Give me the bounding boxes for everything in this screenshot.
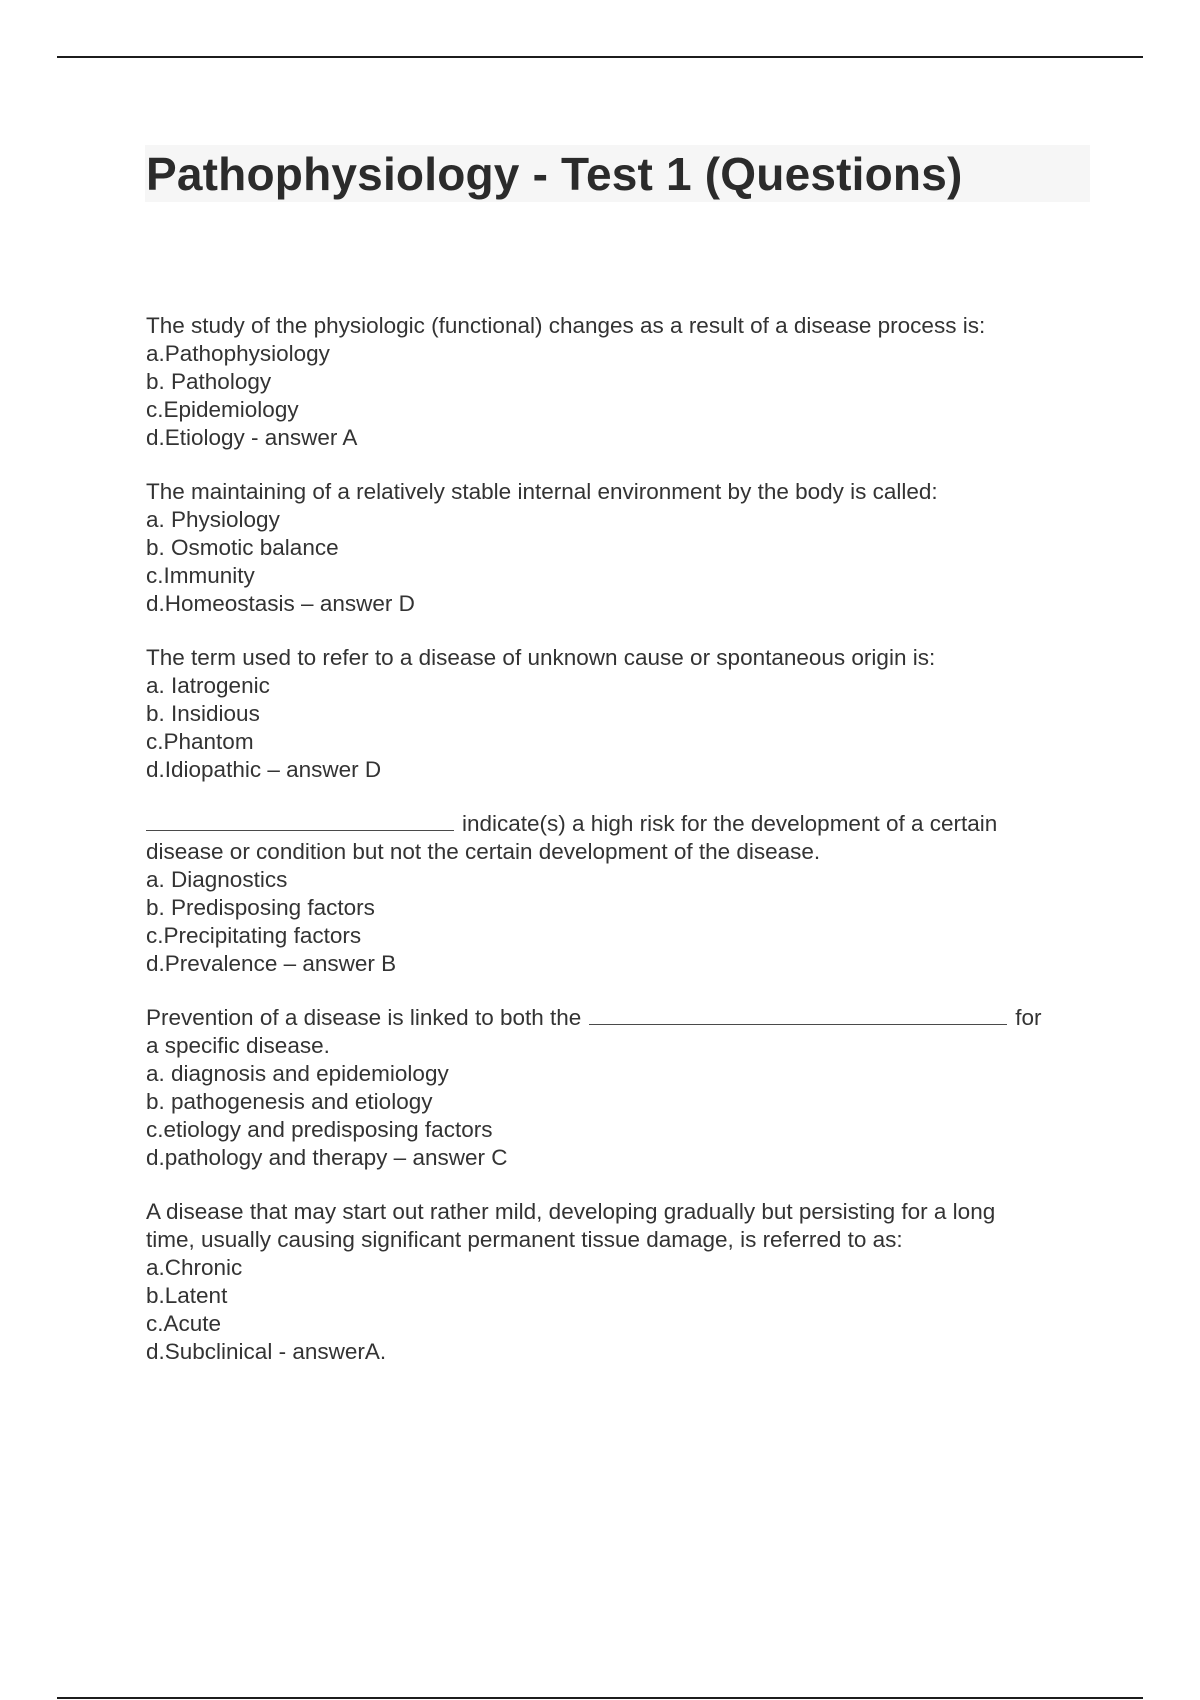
- question-6-option-c: c.Acute: [146, 1311, 222, 1336]
- top-rule: [57, 56, 1143, 58]
- question-2-option-b: b. Osmotic balance: [146, 535, 339, 560]
- question-3-option-b: b. Insidious: [146, 701, 260, 726]
- question-5-stem-text-after: for: [1015, 1005, 1042, 1030]
- question-5-stem-line-2: a specific disease.: [146, 1033, 330, 1058]
- question-6-option-d: d.Subclinical - answerA.: [146, 1339, 387, 1364]
- question-1: [146, 312, 1096, 452]
- questions-list: [146, 312, 1096, 1392]
- question-2-option-d-answer: d.Homeostasis – answer D: [146, 591, 415, 616]
- question-4-stem-line-2: disease or condition but not the certain development of the disease.: [146, 839, 821, 864]
- page-title: Pathophysiology - Test 1 (Questions): [146, 148, 963, 200]
- question-6-option-a-answer: a.Chronic: [146, 1255, 243, 1280]
- question-5: [146, 1004, 1096, 1172]
- question-6-option-b: b.Latent: [146, 1283, 228, 1308]
- question-2: [146, 478, 1096, 618]
- question-5-option-a: a. diagnosis and epidemiology: [146, 1061, 449, 1086]
- question-6: [146, 1198, 1096, 1366]
- question-2-option-a: a. Physiology: [146, 507, 280, 532]
- question-5-stem-line-1: [146, 1004, 1096, 1032]
- question-4: [146, 810, 1096, 978]
- question-3-option-a: a. Iatrogenic: [146, 673, 270, 698]
- fill-in-blank: [589, 1006, 1007, 1025]
- question-1-option-b: b. Pathology: [146, 369, 272, 394]
- question-3-option-c: c.Phantom: [146, 729, 254, 754]
- question-3-option-d-answer: d.Idiopathic – answer D: [146, 757, 382, 782]
- question-1-stem: The study of the physiologic (functional) changes as a result of a disease process is:: [146, 313, 986, 338]
- question-6-stem-line-2: time, usually causing significant permanent tissue damage, is referred to as:: [146, 1227, 903, 1252]
- fill-in-blank: [146, 812, 454, 831]
- question-1-option-c: c.Epidemiology: [146, 397, 299, 422]
- question-1-option-d-answer: d.Etiology - answer A: [146, 425, 358, 450]
- question-4-option-d-answer: d.Prevalence – answer B: [146, 951, 397, 976]
- bottom-rule: [57, 1697, 1143, 1699]
- question-5-option-b: b. pathogenesis and etiology: [146, 1089, 433, 1114]
- question-5-option-d-answer: d.pathology and therapy – answer C: [146, 1145, 508, 1170]
- question-5-option-c: c.etiology and predisposing factors: [146, 1117, 493, 1142]
- question-4-option-a: a. Diagnostics: [146, 867, 288, 892]
- question-6-stem-line-1: A disease that may start out rather mild, developing gradually but persisting for a long: [146, 1199, 996, 1224]
- question-2-option-c: c.Immunity: [146, 563, 255, 588]
- question-4-option-b: b. Predisposing factors: [146, 895, 375, 920]
- question-4-stem-line-1: [146, 810, 1096, 838]
- question-1-option-a: a.Pathophysiology: [146, 341, 330, 366]
- question-5-stem-text-before: Prevention of a disease is linked to both the: [146, 1005, 582, 1030]
- question-4-stem-text: indicate(s) a high risk for the development of a certain: [462, 811, 998, 836]
- question-4-option-c: c.Precipitating factors: [146, 923, 362, 948]
- question-2-stem: The maintaining of a relatively stable internal environment by the body is called:: [146, 479, 938, 504]
- question-3-stem: The term used to refer to a disease of unknown cause or spontaneous origin is:: [146, 645, 936, 670]
- question-3: [146, 644, 1096, 784]
